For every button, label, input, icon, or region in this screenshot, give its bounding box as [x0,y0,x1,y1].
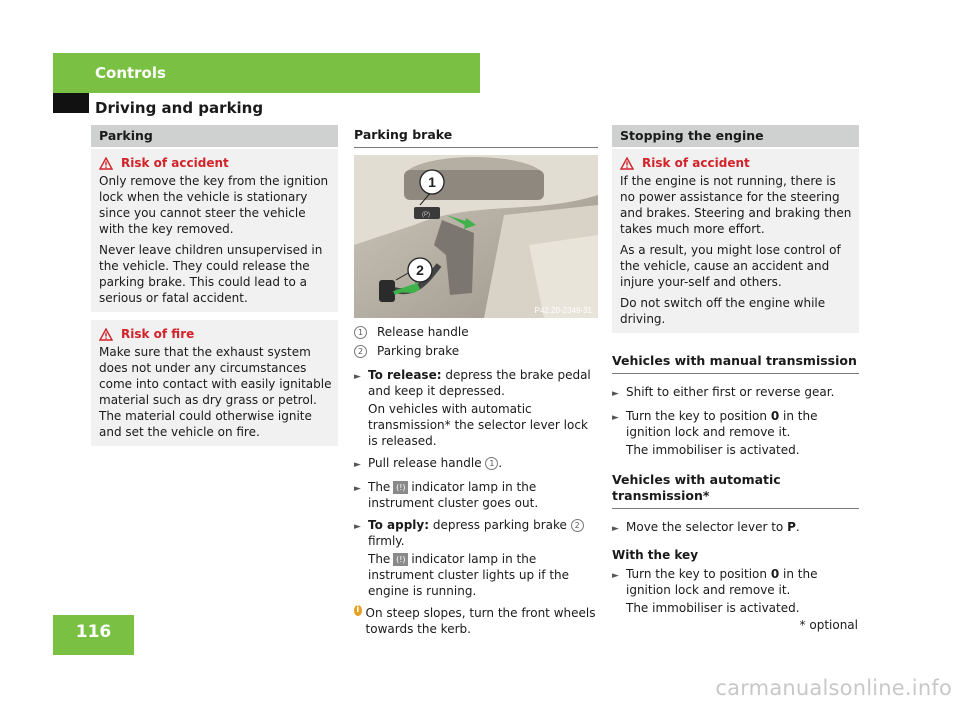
brake-lamp-icon: (!) [393,553,408,566]
auto-note: The immobiliser is activated. [626,601,800,615]
optional-footnote: * optional [799,618,858,632]
warning-triangle-icon [99,328,113,341]
callout-1-label: 1 [428,174,436,190]
header-tab [53,93,89,113]
parking-brake-heading: Parking brake [354,127,598,148]
right-column [612,125,859,622]
manual-note: The immobiliser is activated. [626,443,800,457]
caption-parking-brake: 2 Parking brake [354,343,598,359]
bullet-arrow-icon: ► [354,484,361,494]
info-note: i On steep slopes, turn the front wheels towards the kerb. [354,605,598,637]
fire-warning-box [91,320,338,446]
bullet-arrow-icon: ► [354,522,361,532]
parking-brake-illustration [354,155,598,318]
with-key-subheading: With the key [612,548,699,562]
bullet-arrow-icon: ► [354,460,361,470]
accident-text-1: Only remove the key from the ignition lock when the vehicle is stationary since you cannot steer the vehicle with the key removed. [99,174,329,236]
bullet-arrow-icon: ► [612,389,619,399]
bullet-arrow-icon: ► [612,571,619,581]
caption-release-handle: 1 Release handle [354,324,598,340]
fire-text: Make sure that the exhaust system does not under any circumstances come into contact with easily ignitable material such as dry grass or petrol. The material could otherwise ignite and set the vehicle on fire. [99,345,332,439]
bullet-arrow-icon: ► [354,372,361,382]
info-icon: i [354,605,362,616]
apply-step: ► To apply: depress parking brake 2 firmly. [354,517,598,549]
section-title: Controls [95,64,166,82]
warning-triangle-icon [99,157,113,170]
left-column [91,125,338,446]
watermark: carmanualsonline.info [715,676,952,700]
engine-warning-text-3: Do not switch off the engine while driving. [620,296,826,326]
manual-step-2: ► Turn the key to position 0 in the ignition lock and remove it. [612,409,818,439]
image-code: P42.20-2349-31 [534,306,592,315]
svg-text:(P): (P) [422,212,430,218]
fire-warning-title: Risk of fire [99,326,332,342]
accident-warning-box [91,149,338,312]
automatic-transmission-heading: Vehicles with automatic transmission* [612,472,859,509]
callout-2-label: 2 [416,262,424,278]
parking-heading: Parking [91,125,338,147]
engine-warning-box [612,149,859,333]
page-number: 116 [75,622,112,642]
accident-text-2: Never leave children unsupervised in the vehicle. They could release the parking brake. This could lead to a serious or fatal accident. [99,243,323,305]
release-step: ► To release: depress the brake pedal and keep it depressed. [354,368,591,398]
warning-triangle-icon [620,157,634,170]
accident-warning-title: Risk of accident [99,155,332,171]
auto-step-1: ► Move the selector lever to P. [612,519,859,537]
auto-step-2: ► Turn the key to position 0 in the ignition lock and remove it. [612,567,818,597]
release-note: On vehicles with automatic transmission* the selector lever lock is released. [368,402,588,448]
lamp-out-step: ► The (!) indicator lamp in the instrument cluster goes out. [354,480,539,510]
stopping-engine-heading: Stopping the engine [612,125,859,147]
bullet-arrow-icon: ► [612,524,619,534]
engine-warning-title: Risk of accident [620,155,853,171]
manual-transmission-heading: Vehicles with manual transmission [612,353,859,374]
brake-lamp-icon: (!) [393,481,408,494]
bullet-arrow-icon: ► [612,413,619,423]
pull-step: ► Pull release handle 1 . [354,455,598,473]
engine-warning-text-1: If the engine is not running, there is no power assistance for the steering and brakes. Steering and braking then takes much more effort. [620,174,852,236]
middle-column [354,127,598,637]
manual-step-1: ► Shift to either first or reverse gear. [612,384,859,402]
page-subtitle: Driving and parking [95,99,264,117]
lamp-on-note: The (!) indicator lamp in the instrument cluster lights up if the engine is running. [368,552,570,598]
engine-warning-text-2: As a result, you might lose control of the vehicle, cause an accident and injure your-self and others. [620,243,841,289]
